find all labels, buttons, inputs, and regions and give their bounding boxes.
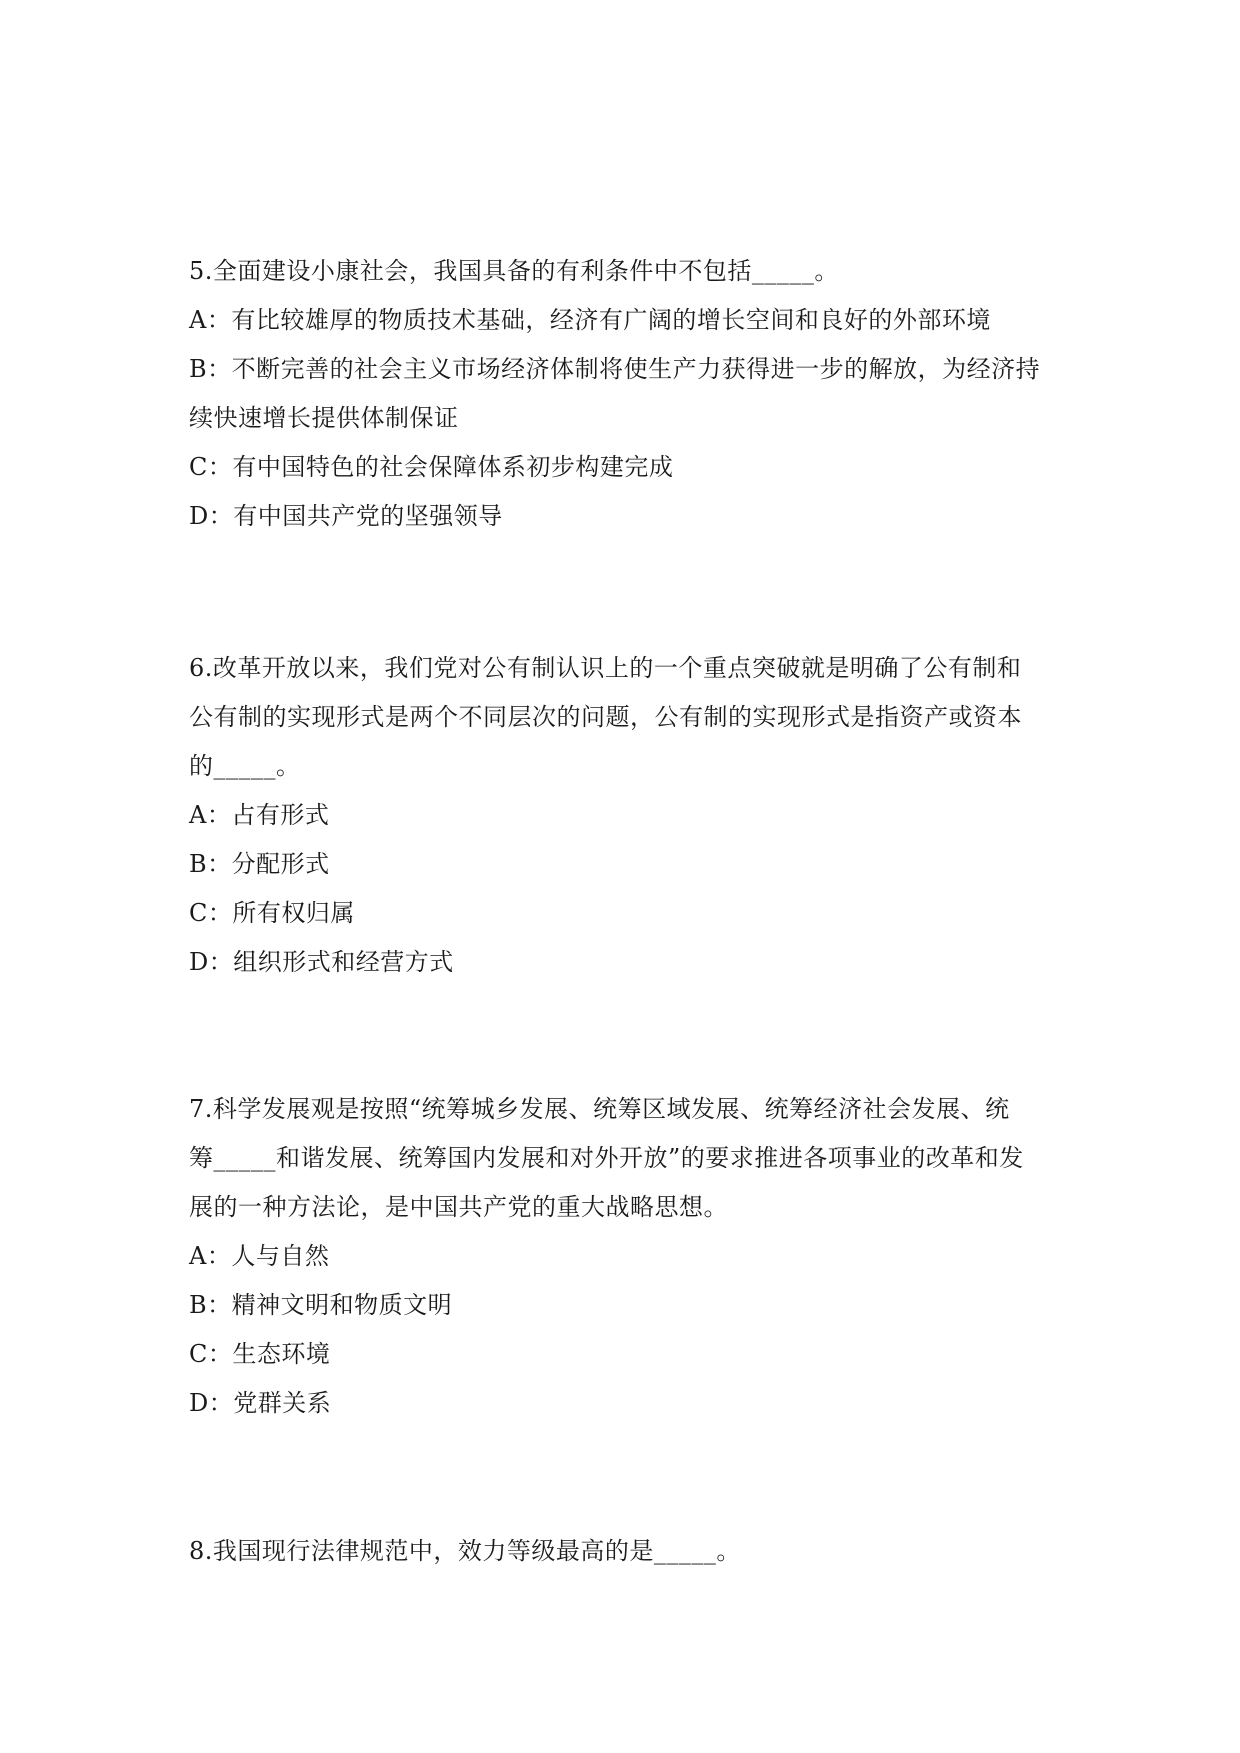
- option-b: B：分配形式: [189, 850, 330, 878]
- option-a: A：有比较雄厚的物质技术基础，经济有广阔的增长空间和良好的外部环境: [189, 306, 991, 334]
- option-d: D：组织形式和经营方式: [189, 948, 454, 976]
- question-stem-line: 筹_____和谐发展、统筹国内发展和对外开放”的要求推进各项事业的改革和发: [189, 1144, 1024, 1172]
- question-5: [189, 247, 1069, 541]
- question-8: [189, 1527, 1069, 1576]
- option-b: B：不断完善的社会主义市场经济体制将使生产力获得进一步的解放，为经济持: [189, 355, 1041, 383]
- question-stem-line: 展的一种方法论，是中国共产党的重大战略思想。: [189, 1193, 728, 1221]
- option-a: A：人与自然: [189, 1242, 330, 1270]
- option-c: C：有中国特色的社会保障体系初步构建完成: [189, 453, 674, 481]
- option-d: D：党群关系: [189, 1389, 332, 1417]
- option-b: B：精神文明和物质文明: [189, 1291, 453, 1319]
- question-stem-line: 的_____。: [189, 752, 301, 780]
- question-stem-line: 7.科学发展观是按照“统筹城乡发展、统筹区域发展、统筹经济社会发展、统: [189, 1095, 1010, 1123]
- question-stem-line: 5.全面建设小康社会，我国具备的有利条件中不包括_____。: [189, 257, 839, 285]
- question-7: [189, 1085, 1069, 1428]
- question-stem-line: 6.改革开放以来，我们党对公有制认识上的一个重点突破就是明确了公有制和: [189, 654, 1022, 682]
- option-b-continued: 续快速增长提供体制保证: [189, 404, 459, 432]
- option-d: D：有中国共产党的坚强领导: [189, 502, 503, 530]
- option-c: C：所有权归属: [189, 899, 355, 927]
- question-stem-line: 8.我国现行法律规范中，效力等级最高的是_____。: [189, 1537, 741, 1565]
- question-6: [189, 644, 1069, 987]
- question-stem-line: 公有制的实现形式是两个不同层次的问题，公有制的实现形式是指资产或资本: [189, 703, 1022, 731]
- option-c: C：生态环境: [189, 1340, 331, 1368]
- option-a: A：占有形式: [189, 801, 330, 829]
